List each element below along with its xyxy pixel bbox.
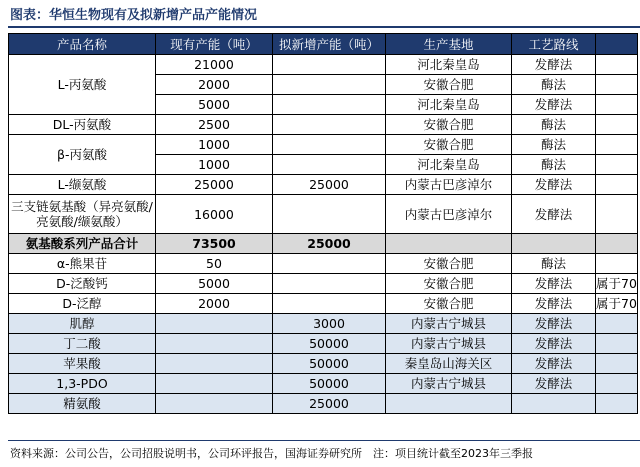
cell-current: 5000 — [156, 274, 273, 294]
cell-extra — [596, 175, 638, 195]
page-title: 图表：华恒生物现有及拟新增产品产能情况 — [10, 8, 258, 23]
cell-new — [273, 75, 386, 95]
cell-current — [156, 354, 273, 374]
source-divider — [8, 440, 640, 441]
cell-product: L-缬氨酸 — [9, 175, 156, 195]
cell-process — [512, 394, 596, 414]
cell-new — [273, 294, 386, 314]
cell-product: 苹果酸 — [9, 354, 156, 374]
cell-extra: 属于70 — [596, 274, 638, 294]
col-header-new-capacity: 拟新增产能（吨） — [273, 34, 386, 55]
cell-base: 内蒙古巴彦淖尔 — [386, 175, 512, 195]
cell-current: 2000 — [156, 294, 273, 314]
cell-base: 安徽合肥 — [386, 135, 512, 155]
cell-base: 内蒙古宁城县 — [386, 314, 512, 334]
cell-extra — [596, 374, 638, 394]
cell-base: 内蒙古宁城县 — [386, 374, 512, 394]
cell-process: 发酵法 — [512, 314, 596, 334]
table-row — [9, 314, 638, 334]
cell-process: 发酵法 — [512, 334, 596, 354]
cell-product: 三支链氨基酸（异亮氨酸/亮氨酸/缬氨酸） — [9, 195, 156, 234]
cell-base: 内蒙古宁城县 — [386, 334, 512, 354]
cell-process: 发酵法 — [512, 195, 596, 234]
table-row — [9, 175, 638, 195]
cell-current: 2500 — [156, 115, 273, 135]
cell-current: 50 — [156, 254, 273, 274]
cell-extra — [596, 354, 638, 374]
cell-extra — [596, 75, 638, 95]
cell-product: D-泛酸钙 — [9, 274, 156, 294]
cell-base: 安徽合肥 — [386, 294, 512, 314]
cell-base: 河北秦皇岛 — [386, 155, 512, 175]
cell-base: 安徽合肥 — [386, 75, 512, 95]
table-row — [9, 334, 638, 354]
cell-new: 50000 — [273, 374, 386, 394]
cell-process: 发酵法 — [512, 95, 596, 115]
cell-new: 25000 — [273, 234, 386, 254]
cell-process: 酶法 — [512, 254, 596, 274]
cell-current: 1000 — [156, 155, 273, 175]
cell-current — [156, 314, 273, 334]
capacity-table — [8, 33, 638, 414]
cell-extra — [596, 394, 638, 414]
cell-new — [273, 195, 386, 234]
cell-new — [273, 95, 386, 115]
cell-extra — [596, 254, 638, 274]
title-divider — [8, 26, 640, 28]
cell-new: 3000 — [273, 314, 386, 334]
col-header-base: 生产基地 — [386, 34, 512, 55]
cell-new: 50000 — [273, 334, 386, 354]
source-note: 资料来源：公司公告，公司招股说明书，公司环评报告，国海证券研究所 注：项目统计截至2023年三季报 — [10, 447, 533, 460]
cell-extra: 属于70 — [596, 294, 638, 314]
cell-process: 发酵法 — [512, 175, 596, 195]
cell-extra — [596, 334, 638, 354]
cell-base: 安徽合肥 — [386, 254, 512, 274]
cell-extra — [596, 195, 638, 234]
cell-new — [273, 155, 386, 175]
col-header-extra — [596, 34, 638, 55]
cell-extra — [596, 115, 638, 135]
cell-base: 安徽合肥 — [386, 274, 512, 294]
cell-product: 氨基酸系列产品合计 — [9, 234, 156, 254]
cell-product: D-泛醇 — [9, 294, 156, 314]
cell-current — [156, 334, 273, 354]
table-row — [9, 354, 638, 374]
table-header-row — [9, 34, 638, 55]
cell-process: 酶法 — [512, 75, 596, 95]
cell-current: 2000 — [156, 75, 273, 95]
cell-current: 21000 — [156, 55, 273, 75]
cell-current — [156, 394, 273, 414]
col-header-process: 工艺路线 — [512, 34, 596, 55]
cell-new — [273, 55, 386, 75]
cell-new — [273, 135, 386, 155]
table-row — [9, 55, 638, 75]
cell-process: 酶法 — [512, 115, 596, 135]
cell-process: 发酵法 — [512, 55, 596, 75]
cell-process: 发酵法 — [512, 294, 596, 314]
cell-process: 酶法 — [512, 135, 596, 155]
cell-process: 酶法 — [512, 155, 596, 175]
cell-extra — [596, 135, 638, 155]
cell-extra — [596, 314, 638, 334]
cell-product: L-丙氨酸 — [9, 55, 156, 115]
cell-new — [273, 254, 386, 274]
cell-base — [386, 234, 512, 254]
col-header-current-capacity: 现有产能（吨） — [156, 34, 273, 55]
cell-current: 25000 — [156, 175, 273, 195]
cell-process: 发酵法 — [512, 374, 596, 394]
cell-product: α-熊果苷 — [9, 254, 156, 274]
table-row — [9, 374, 638, 394]
cell-base — [386, 394, 512, 414]
cell-extra — [596, 95, 638, 115]
cell-current: 1000 — [156, 135, 273, 155]
table-row — [9, 195, 638, 234]
cell-extra — [596, 55, 638, 75]
cell-new: 25000 — [273, 175, 386, 195]
cell-current: 16000 — [156, 195, 273, 234]
col-header-product: 产品名称 — [9, 34, 156, 55]
cell-product: β-丙氨酸 — [9, 135, 156, 175]
cell-new — [273, 274, 386, 294]
cell-extra — [596, 155, 638, 175]
cell-current — [156, 374, 273, 394]
cell-product: 精氨酸 — [9, 394, 156, 414]
cell-new — [273, 115, 386, 135]
table-row — [9, 254, 638, 274]
cell-extra — [596, 234, 638, 254]
cell-new: 50000 — [273, 354, 386, 374]
table-row — [9, 294, 638, 314]
cell-process: 发酵法 — [512, 354, 596, 374]
table-row — [9, 115, 638, 135]
cell-process: 发酵法 — [512, 274, 596, 294]
cell-product: 1,3-PDO — [9, 374, 156, 394]
cell-current: 73500 — [156, 234, 273, 254]
cell-process — [512, 234, 596, 254]
table-row — [9, 274, 638, 294]
total-row — [9, 234, 638, 254]
cell-base: 内蒙古巴彦淖尔 — [386, 195, 512, 234]
cell-base: 秦皇岛山海关区 — [386, 354, 512, 374]
cell-product: 肌醇 — [9, 314, 156, 334]
cell-product: DL-丙氨酸 — [9, 115, 156, 135]
cell-base: 河北秦皇岛 — [386, 55, 512, 75]
cell-base: 安徽合肥 — [386, 115, 512, 135]
cell-current: 5000 — [156, 95, 273, 115]
table-row — [9, 394, 638, 414]
cell-base: 河北秦皇岛 — [386, 95, 512, 115]
table-row — [9, 135, 638, 155]
cell-product: 丁二酸 — [9, 334, 156, 354]
cell-new: 25000 — [273, 394, 386, 414]
